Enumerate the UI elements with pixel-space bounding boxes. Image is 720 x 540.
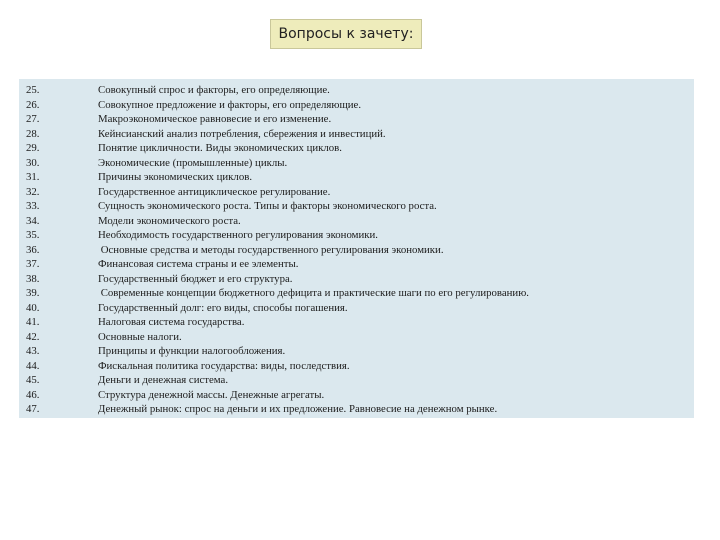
list-item (19, 83, 694, 98)
slide-title: Вопросы к зачету: (270, 19, 422, 49)
item-text: Экономические (промышленные) циклы. (98, 156, 288, 169)
item-text: Деньги и денежная система. (98, 374, 229, 386)
list-item (19, 315, 694, 330)
list-item (19, 228, 694, 243)
item-text: Кейнсианский анализ потребления, сбережения и инвестиций. (98, 127, 386, 140)
item-number: 39. (26, 287, 40, 299)
item-text: Финансовая система страны и ее элементы. (98, 258, 299, 270)
list-item (19, 112, 694, 127)
list-item (19, 301, 694, 316)
item-text: Налоговая система государства. (98, 316, 245, 328)
item-number: 47. (26, 403, 40, 415)
item-text: Государственный долг: его виды, способы погашения. (98, 301, 348, 314)
questions-list (19, 79, 694, 418)
item-text: Государственное антициклическое регулирование. (98, 185, 331, 198)
list-item (19, 257, 694, 272)
item-text: Структура денежной массы. Денежные агрегаты. (98, 388, 325, 401)
item-text: Совокупное предложение и факторы, его определяющие. (98, 98, 362, 111)
list-item (19, 344, 694, 359)
item-text: Основные средства и методы государственного регулирования экономики. (98, 243, 444, 256)
item-number: 41. (26, 316, 40, 328)
list-item (19, 170, 694, 185)
list-item (19, 286, 694, 301)
item-number: 38. (26, 272, 40, 285)
list-item (19, 98, 694, 113)
list-item (19, 373, 694, 388)
item-text: Модели экономического роста. (98, 214, 241, 227)
list-item (19, 127, 694, 142)
item-number: 33. (26, 200, 40, 212)
item-number: 43. (26, 345, 40, 357)
item-text: Государственный бюджет и его структура. (98, 272, 293, 285)
item-number: 32. (26, 185, 40, 198)
item-number: 26. (26, 98, 40, 111)
item-number: 35. (26, 229, 40, 241)
item-number: 46. (26, 388, 40, 401)
item-text: Фискальная политика государства: виды, последствия. (98, 359, 350, 372)
list-item (19, 199, 694, 214)
item-text: Совокупный спрос и факторы, его определяющие. (98, 84, 330, 96)
item-text: Понятие цикличности. Виды экономических циклов. (98, 142, 342, 154)
item-text: Принципы и функции налогообложения. (98, 345, 286, 357)
item-number: 34. (26, 214, 40, 227)
list-item (19, 214, 694, 229)
list-item (19, 156, 694, 171)
item-number: 37. (26, 258, 40, 270)
list-item (19, 185, 694, 200)
item-number: 27. (26, 113, 40, 125)
item-text: Макроэкономическое равновесие и его изменение. (98, 113, 332, 125)
item-number: 29. (26, 142, 40, 154)
item-number: 31. (26, 171, 40, 183)
item-number: 25. (26, 84, 40, 96)
item-number: 40. (26, 301, 40, 314)
list-item (19, 141, 694, 156)
item-text: Причины экономических циклов. (98, 171, 253, 183)
list-item (19, 243, 694, 258)
item-number: 45. (26, 374, 40, 386)
item-text: Сущность экономического роста. Типы и факторы экономического роста. (98, 200, 437, 212)
item-text: Необходимость государственного регулирования экономики. (98, 229, 378, 241)
item-text: Основные налоги. (98, 330, 182, 343)
list-item (19, 359, 694, 374)
item-number: 36. (26, 243, 40, 256)
item-number: 30. (26, 156, 40, 169)
list-item (19, 402, 694, 417)
list-item (19, 388, 694, 403)
item-text: Денежный рынок: спрос на деньги и их предложение. Равновесие на денежном рынке. (98, 403, 498, 415)
list-item (19, 330, 694, 345)
item-number: 44. (26, 359, 40, 372)
item-number: 28. (26, 127, 40, 140)
list-item (19, 272, 694, 287)
item-number: 42. (26, 330, 40, 343)
item-text: Современные концепции бюджетного дефицита и практические шаги по его регулированию. (98, 287, 529, 299)
